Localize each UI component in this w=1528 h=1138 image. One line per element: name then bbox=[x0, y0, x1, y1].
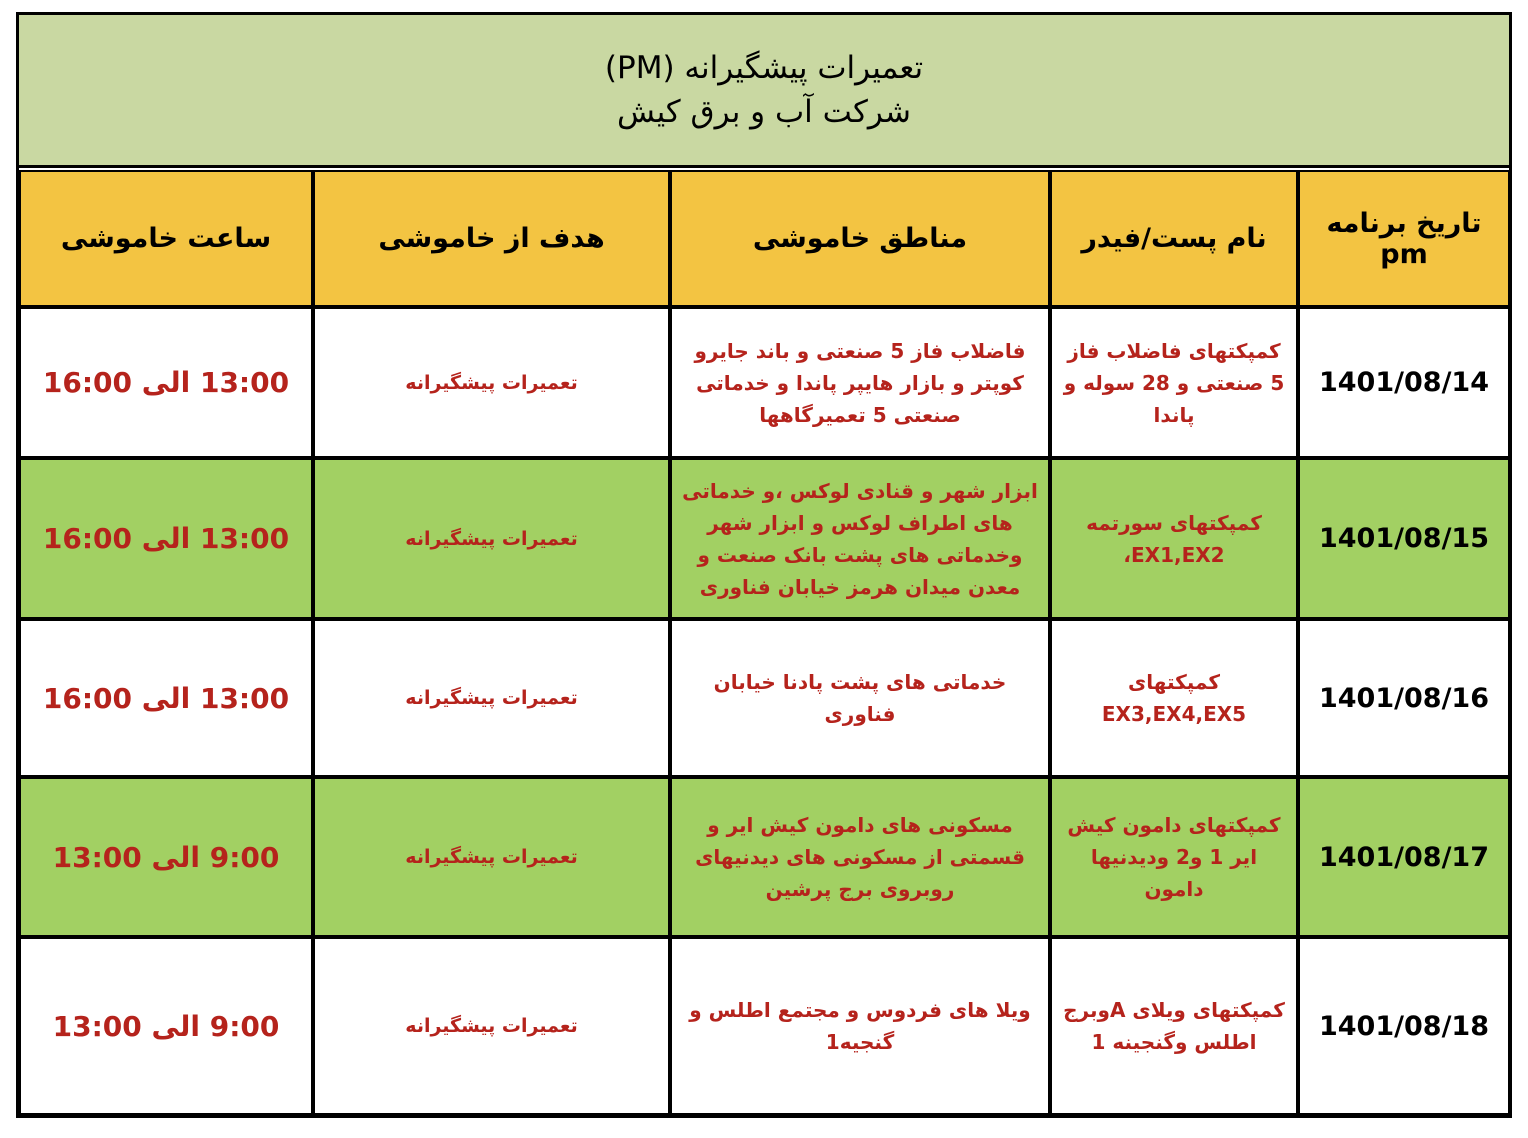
row-4-feeder: کمپکتهای دامون کیش ایر 1 و2 ودیدنیها دامون bbox=[1050, 777, 1298, 937]
row-3-feeder: کمپکتهای EX3,EX4,EX5 bbox=[1050, 619, 1298, 777]
header-date: تاریخ برنامه pm bbox=[1298, 170, 1510, 307]
row-5-feeder: کمپکتهای ویلای Aوبرج اطلس وگنجینه 1 bbox=[1050, 937, 1298, 1115]
row-5-time: 9:00 الی 13:00 bbox=[19, 937, 313, 1115]
row-1-feeder: کمپکتهای فاضلاب فاز 5 صنعتی و 28 سوله و پاندا bbox=[1050, 307, 1298, 458]
row-2-feeder: کمپکتهای سورتمه EX1,EX2، bbox=[1050, 458, 1298, 619]
row-3-purpose: تعمیرات پیشگیرانه bbox=[313, 619, 670, 777]
header-feeder: نام پست/فیدر bbox=[1050, 170, 1298, 307]
row-5-purpose: تعمیرات پیشگیرانه bbox=[313, 937, 670, 1115]
row-3-date: 1401/08/16 bbox=[1298, 619, 1510, 777]
row-1-purpose: تعمیرات پیشگیرانه bbox=[313, 307, 670, 458]
company-name: شرکت آب و برق کیش bbox=[617, 94, 911, 130]
row-1-date: 1401/08/14 bbox=[1298, 307, 1510, 458]
row-3-time: 13:00 الی 16:00 bbox=[19, 619, 313, 777]
row-4-time: 9:00 الی 13:00 bbox=[19, 777, 313, 937]
page-title: تعمیرات پیشگیرانه (PM) bbox=[604, 50, 924, 86]
row-2-areas: ابزار شهر و قنادی لوکس ،و خدماتی های اطراف لوکس و ابزار شهر وخدماتی های پشت بانک صنعت و معدن میدان هرمز خیابان فناوری bbox=[670, 458, 1050, 619]
row-2-time: 13:00 الی 16:00 bbox=[19, 458, 313, 619]
row-4-areas: مسکونی های دامون کیش ایر و قسمتی از مسکونی های دیدنیهای روبروی برج پرشین bbox=[670, 777, 1050, 937]
row-3-areas: خدماتی های پشت پادنا خیابان فناوری bbox=[670, 619, 1050, 777]
header-areas: مناطق خاموشی bbox=[670, 170, 1050, 307]
row-2-date: 1401/08/15 bbox=[1298, 458, 1510, 619]
row-5-date: 1401/08/18 bbox=[1298, 937, 1510, 1115]
row-2-purpose: تعمیرات پیشگیرانه bbox=[313, 458, 670, 619]
title-banner bbox=[19, 15, 1509, 168]
row-5-areas: ویلا های فردوس و مجتمع اطلس و گنجیه1 bbox=[670, 937, 1050, 1115]
header-purpose: هدف از خاموشی bbox=[313, 170, 670, 307]
row-4-date: 1401/08/17 bbox=[1298, 777, 1510, 937]
header-time: ساعت خاموشی bbox=[19, 170, 313, 307]
row-1-time: 13:00 الی 16:00 bbox=[19, 307, 313, 458]
row-4-purpose: تعمیرات پیشگیرانه bbox=[313, 777, 670, 937]
row-1-areas: فاضلاب فاز 5 صنعتی و باند جایرو کوپتر و بازار هایپر پاندا و خدماتی صنعتی 5 تعمیرگاهها bbox=[670, 307, 1050, 458]
